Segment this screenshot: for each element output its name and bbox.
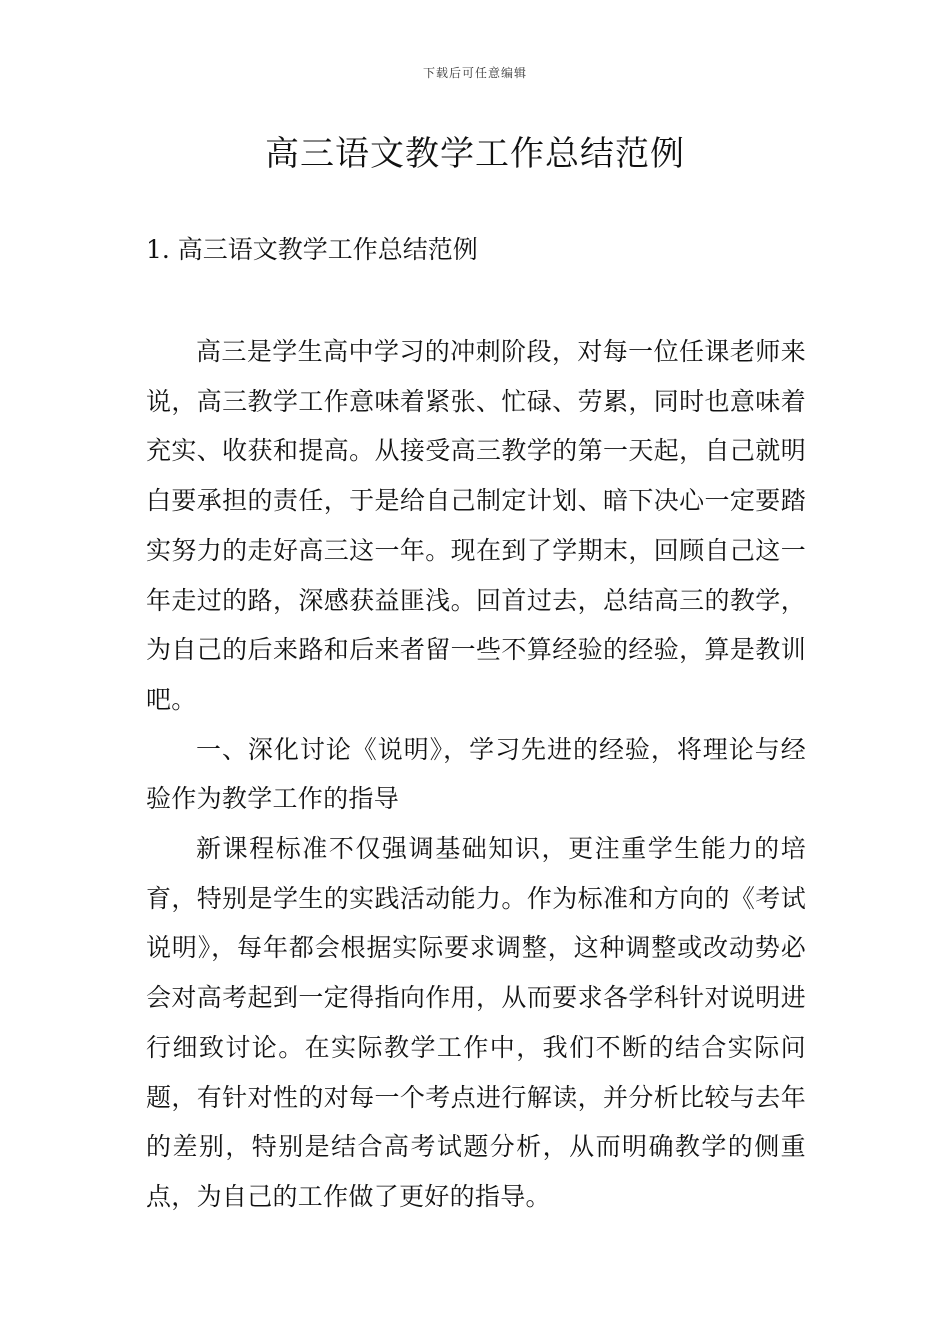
header-note: 下载后可任意编辑 — [422, 66, 527, 80]
document-title: 高三语文教学工作总结范例 — [265, 134, 685, 174]
paragraph-section-one-heading: 一、深化讨论《说明》，学习先进的经验，将理论与经验作为教学工作的指导 — [146, 734, 806, 814]
document-body — [146, 327, 806, 1222]
paragraph-intro: 高三是学生高中学习的冲刺阶段，对每一位任课老师来说，高三教学工作意味着紧张、忙碌、劳累，同时也意味着充实、收获和提高。从接受高三教学的第一天起，自己就明白要承担的责任，于是给自己制定计划、暗下决心一定要踏实努力的走好高三这一年。现在到了学期末，回顾自己这一年走过的路，深感获益匪浅。回首过去，总结高三的教学，为自己的后来路和后来者留一些不算经验的经验，算是教训吧。 — [146, 337, 806, 714]
section-heading: 1. 高三语文教学工作总结范例 — [146, 235, 478, 264]
paragraph-section-one-body: 新课程标准不仅强调基础知识，更注重学生能力的培育，特别是学生的实践活动能力。作为标准和方向的《考试说明》，每年都会根据实际要求调整，这种调整或改动势必会对高考起到一定得指向作用，从而要求各学科针对说明进行细致讨论。在实际教学工作中，我们不断的结合实际问题，有针对性的对每一个考点进行解读，并分析比较与去年的差别，特别是结合高考试题分析，从而明确教学的侧重点，为自己的工作做了更好的指导。 — [146, 834, 806, 1211]
